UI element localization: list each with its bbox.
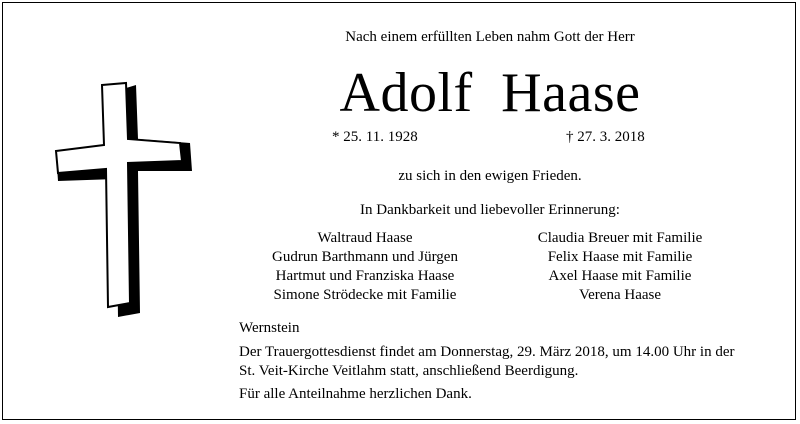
thanks-line: In Dankbarkeit und liebevoller Erinnerung: xyxy=(360,202,620,218)
intro-line: Nach einem erfüllten Leben nahm Gott der Herr xyxy=(345,29,635,45)
mourners-left xyxy=(235,229,495,305)
cross-icon xyxy=(38,81,208,321)
mourner: Felix Haase mit Familie xyxy=(547,249,693,265)
final-thanks: Für alle Anteilnahme herzlichen Dank. xyxy=(239,386,472,402)
service-info: Der Trauergottesdienst findet am Donnerstag, 29. März 2018, um 14.00 Uhr in der St. Veit-Kirche Veitlahm statt, anschließend Beerdigung. xyxy=(239,344,735,379)
closing-line: zu sich in den ewigen Frieden. xyxy=(398,168,582,184)
mourner: Hartmut und Franziska Haase xyxy=(275,268,455,284)
obituary-notice xyxy=(2,2,796,420)
deceased-name: Adolf Haase xyxy=(339,62,641,124)
mourner: Axel Haase mit Familie xyxy=(548,268,692,284)
mourner: Gudrun Barthmann und Jürgen xyxy=(272,249,458,265)
birth-date: * 25. 11. 1928 xyxy=(332,129,418,145)
mourner: Claudia Breuer mit Familie xyxy=(537,230,703,246)
mourners-right xyxy=(490,229,750,305)
mourner: Waltraud Haase xyxy=(317,230,413,246)
mourner: Simone Strödecke mit Familie xyxy=(273,287,457,303)
mourner: Verena Haase xyxy=(578,287,662,303)
place-name: Wernstein xyxy=(239,320,300,336)
death-date: † 27. 3. 2018 xyxy=(566,129,645,145)
